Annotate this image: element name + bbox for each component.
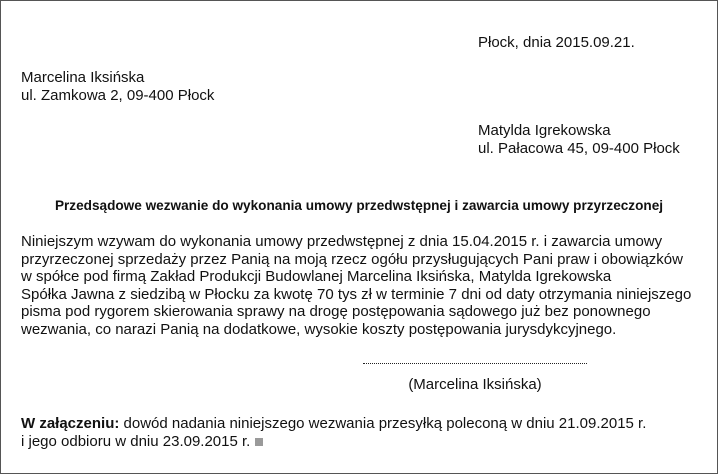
signature-line (363, 363, 587, 364)
attachment-note (21, 415, 646, 451)
body-line: przyrzeczonej sprzedaży przez Panią na moją rzecz ogółu przysługujących Pani praw i obowiązków (21, 250, 683, 268)
attachment-label: W załączeniu: (21, 415, 120, 432)
recipient-address: ul. Pałacowa 45, 09-400 Płock (478, 140, 680, 157)
body-paragraph (21, 233, 691, 339)
attachment-text-2: i jego odbioru w dniu 23.09.2015 r. (21, 433, 251, 450)
attachment-text: dowód nadania niniejszego wezwania przesyłką poleconą w dniu 21.09.2015 r. (119, 415, 647, 432)
recipient-block (478, 122, 680, 158)
body-line: w spółce pod firmą Zakład Produkcji Budowlanej Marcelina Iksińska, Matylda Igrekowska (21, 268, 612, 286)
recipient-name: Matylda Igrekowska (478, 122, 611, 139)
end-of-text-square-icon (255, 438, 263, 446)
body-line: Spółka Jawna z siedzibą w Płocku za kwotę 70 tys zł w terminie 7 dni od daty otrzymania niniejszego (21, 285, 692, 303)
document-title: Przedsądowe wezwanie do wykonania umowy przedwstępnej i zawarcia umowy przyrzeczonej (54, 198, 664, 213)
body-line: wezwania, co narazi Panią na dodatkowe, wysokie koszty postępowania jurysdykcyjnego. (21, 320, 617, 338)
attachment-line-2 (21, 433, 646, 451)
body-line: pisma pod rygorem skierowania sprawy na drogę postępowania sądowego już bez ponownego (21, 303, 651, 321)
sender-address: ul. Zamkowa 2, 09-400 Płock (21, 87, 215, 104)
place-date: Płock, dnia 2015.09.21. (478, 34, 635, 51)
signature-name: (Marcelina Iksińska) (408, 376, 542, 393)
sender-block (21, 69, 214, 105)
attachment-line-1 (21, 415, 646, 433)
body-line: Niniejszym wzywam do wykonania umowy przedwstępnej z dnia 15.04.2015 r. i zawarcia umowy (21, 233, 663, 250)
sender-name: Marcelina Iksińska (21, 69, 145, 86)
